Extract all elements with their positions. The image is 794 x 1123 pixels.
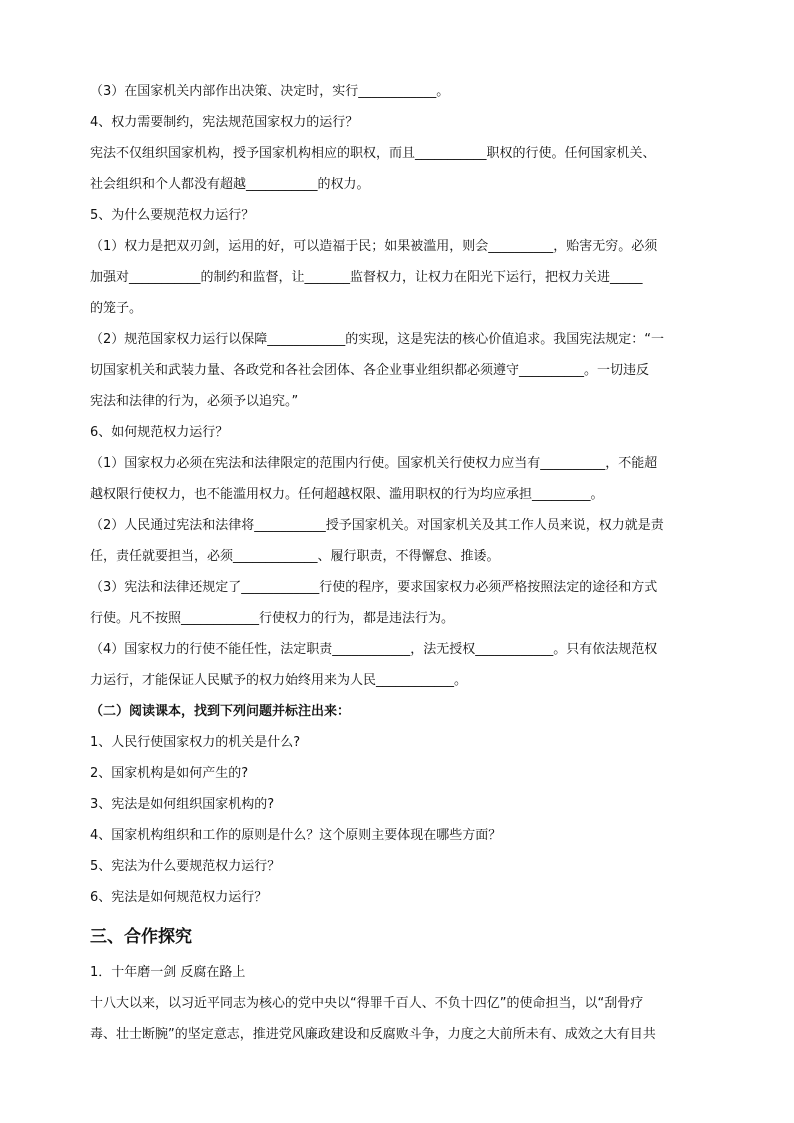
question-item: 2、国家机构是如何产生的? xyxy=(90,766,249,781)
question-heading: 6、如何规范权力运行？ xyxy=(90,425,229,440)
question-heading: 5、为什么要规范权力运行？ xyxy=(90,208,255,223)
section-heading: （二）阅读课本，找到下列问题并标注出来： xyxy=(90,704,351,719)
question-item: 1、人民行使国家权力的机关是什么? xyxy=(90,735,301,750)
text-line: （4）国家权力的行使不能任性，法定职责____________，法无授权____________。只有依法规范权 xyxy=(90,642,658,657)
text-line: （1）国家权力必须在宪法和法律限定的范围内行使。国家机关行使权力应当有__________，不能超 xyxy=(90,456,658,471)
text-line: 行使。凡不按照____________行使权力的行为，都是违法行为。 xyxy=(90,611,455,626)
text-line: 切国家机关和武装力量、各政党和各社会团体、各企业事业组织都必须遵守__________。一切违反 xyxy=(90,363,650,378)
question-item: 3、宪法是如何组织国家机构的? xyxy=(90,797,275,812)
text-line: 毒、壮士断腕”的坚定意志，推进党风廉政建设和反腐败斗争，力度之大前所未有、成效之大有目共 xyxy=(90,1027,656,1042)
text-line: 的笼子。 xyxy=(90,301,143,316)
text-line: 宪法和法律的行为，必须予以追究。” xyxy=(90,394,299,409)
text-line: （3）在国家机关内部作出决策、决定时，实行____________。 xyxy=(90,84,450,99)
text-line: 十八大以来，以习近平同志为核心的党中央以“得罪千百人、不负十四亿”的使命担当，以“刮骨疗 xyxy=(90,996,644,1011)
question-item: 6、宪法是如何规范权力运行？ xyxy=(90,890,268,905)
text-line: 社会组织和个人都没有超越___________的权力。 xyxy=(90,177,370,192)
text-line: 宪法不仅组织国家机构，授予国家机构相应的职权，而且___________职权的行使。任何国家机关、 xyxy=(90,146,656,161)
text-line: 力运行，才能保证人民赋予的权力始终用来为人民____________。 xyxy=(90,673,468,688)
text-line: （1）权力是把双刃剑，运用的好，可以造福于民；如果被滥用，则会__________，贻害无穷。必须 xyxy=(90,239,658,254)
text-line: 越权限行使权力，也不能滥用权力。任何超越权限、滥用职权的行为均应承担_________。 xyxy=(90,487,604,502)
subsection-heading: 1．十年磨一剑 反腐在路上 xyxy=(90,965,246,980)
question-heading: 4、权力需要制约，宪法规范国家权力的运行？ xyxy=(90,115,359,130)
text-line: （2）规范国家权力运行以保障____________的实现，这是宪法的核心价值追求。我国宪法规定：“一 xyxy=(90,332,665,347)
text-line: （2）人民通过宪法和法律将___________授予国家机关。对国家机关及其工作人员来说，权力就是责 xyxy=(90,518,664,533)
text-line: 任，责任就要担当，必须_____________、履行职责，不得懈怠、推诿。 xyxy=(90,549,500,564)
chapter-heading: 三、合作探究 xyxy=(90,927,192,947)
question-item: 5、宪法为什么要规范权力运行？ xyxy=(90,859,281,874)
question-item: 4、国家机构组织和工作的原则是什么？这个原则主要体现在哪些方面？ xyxy=(90,828,502,843)
text-line: （3）宪法和法律还规定了____________行使的程序，要求国家权力必须严格按照法定的途径和方式 xyxy=(90,580,658,595)
text-line: 加强对___________的制约和监督，让_______监督权力，让权力在阳光下运行，把权力关进_____ xyxy=(90,270,643,285)
